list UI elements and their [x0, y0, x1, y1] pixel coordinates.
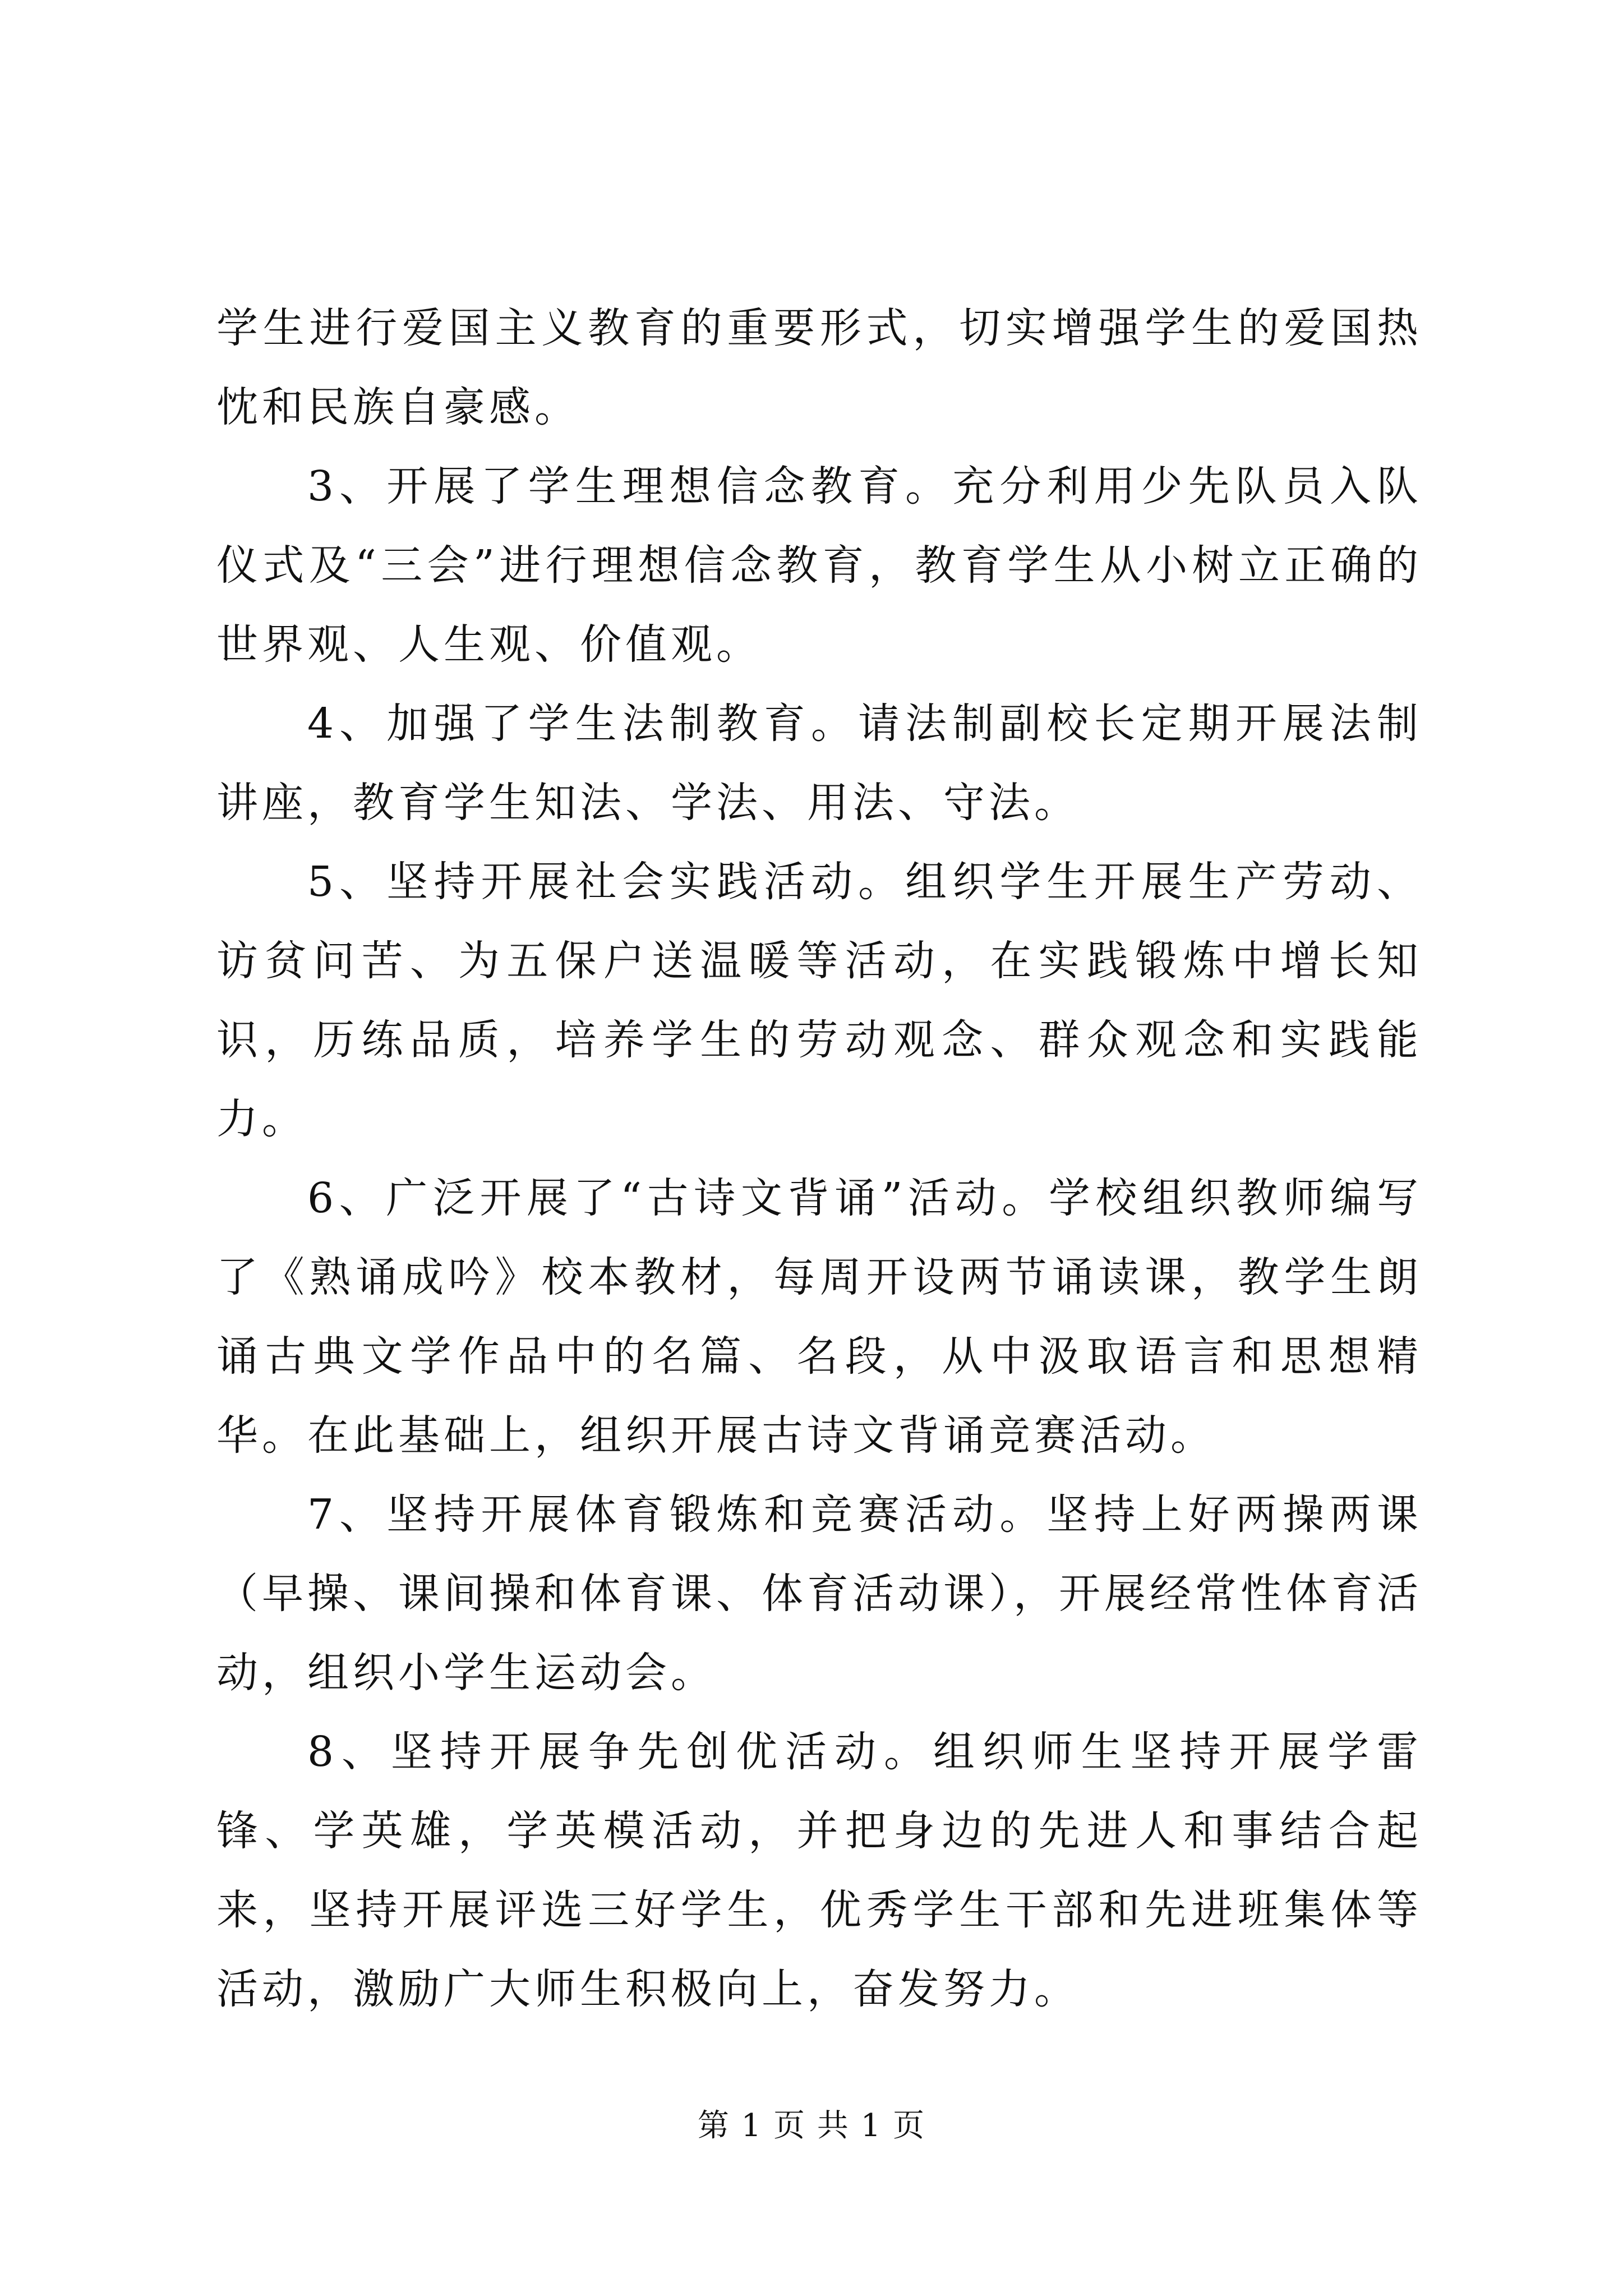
paragraph-continuation: 学生进行爱国主义教育的重要形式，切实增强学生的爱国热忱和民族自豪感。 — [216, 304, 1422, 431]
paragraph-item-7: 7、坚持开展体育锻炼和竞赛活动。坚持上好两操两课（早操、课间操和体育课、体育活动课），开展经常性体育活动，组织小学生运动会。 — [216, 1490, 1422, 1697]
document-body — [216, 289, 1422, 2029]
paragraph-item-4: 4、加强了学生法制教育。请法制副校长定期开展法制讲座，教育学生知法、学法、用法、守法。 — [216, 700, 1422, 827]
paragraph-item-3: 3、开展了学生理想信念教育。充分利用少先队员入队仪式及“三会”进行理想信念教育，教育学生从小树立正确的世界观、人生观、价值观。 — [216, 462, 1422, 669]
paragraph-item-8: 8、坚持开展争先创优活动。组织师生坚持开展学雷锋、学英雄，学英模活动，并把身边的先进人和事结合起来，坚持开展评选三好学生，优秀学生干部和先进班集体等活动，激励广大师生积极向上，奋发努力。 — [216, 1728, 1422, 2013]
paragraph-item-5: 5、坚持开展社会实践活动。组织学生开展生产劳动、访贫问苦、为五保户送温暖等活动，在实践锻炼中增长知识，历练品质，培养学生的劳动观念、群众观念和实践能力。 — [216, 858, 1422, 1143]
paragraph-item-6: 6、广泛开展了“古诗文背诵”活动。学校组织教师编写了《熟诵成吟》校本教材，每周开设两节诵读课，教学生朗诵古典文学作品中的名篇、名段，从中汲取语言和思想精华。在此基础上，组织开展古诗文背诵竞赛活动。 — [216, 1174, 1422, 1460]
page-footer: 第 1 页 共 1 页 — [697, 2108, 926, 2144]
